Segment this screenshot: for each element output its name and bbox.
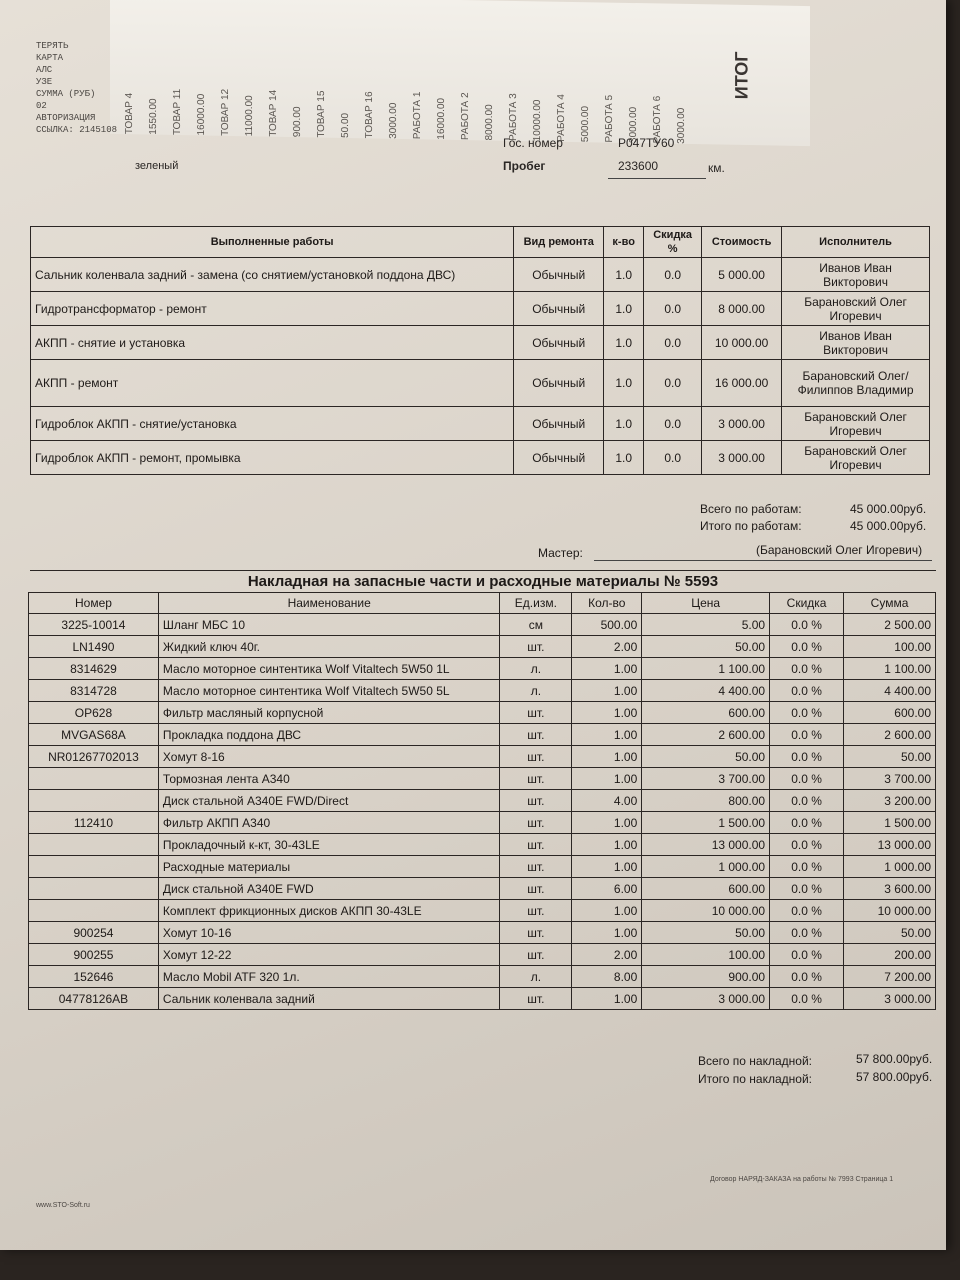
table-row [31,360,930,407]
part-discount: 0.0 % [770,658,844,680]
part-discount: 0.0 % [770,966,844,988]
work-type: Обычный [514,326,604,360]
part-qty: 2.00 [572,636,642,658]
part-discount: 0.0 % [770,768,844,790]
receipt-stub [36,40,126,136]
part-qty: 1.00 [572,988,642,1010]
part-name: Шланг МБС 10 [158,614,499,636]
part-unit: шт. [500,790,572,812]
part-sum: 50.00 [844,746,936,768]
part-sum: 3 000.00 [844,988,936,1010]
part-sum: 4 400.00 [844,680,936,702]
stub-line: УЗЕ [36,77,53,87]
work-name: Гидроблок АКПП - ремонт, промывка [31,441,514,475]
part-discount: 0.0 % [770,834,844,856]
work-cost: 3 000.00 [702,441,782,475]
part-qty: 6.00 [572,878,642,900]
part-sum: 10 000.00 [844,900,936,922]
table-row [31,326,930,360]
part-qty: 1.00 [572,746,642,768]
part-sum: 1 100.00 [844,658,936,680]
part-sum: 3 600.00 [844,878,936,900]
parts-col-header: Цена [642,593,770,614]
receipt-line: 3000.00 [676,107,687,144]
part-name: Тормозная лента А340 [158,768,499,790]
plate-label: Гос. номер [503,136,563,150]
part-price: 3 000.00 [642,988,770,1010]
work-type: Обычный [514,441,604,475]
part-name: Масло моторное синтентика Wolf Vitaltech 5W50 1L [158,658,499,680]
part-number: 152646 [29,966,159,988]
part-unit: шт. [500,988,572,1010]
work-discount: 0.0 [644,441,702,475]
table-row [29,988,936,1010]
mileage-value: 233600 [618,159,659,173]
invoice-total-label: Всего по накладной: [698,1054,813,1068]
receipt-line: ТОВАР 12 [220,88,231,137]
part-unit: шт. [500,812,572,834]
work-qty: 1.0 [604,326,644,360]
part-unit: шт. [500,746,572,768]
part-price: 5.00 [642,614,770,636]
table-row [31,407,930,441]
table-row [29,834,936,856]
work-qty: 1.0 [604,258,644,292]
part-unit: шт. [500,702,572,724]
part-unit: шт. [500,878,572,900]
work-executor: Иванов Иван Викторович [782,258,930,292]
part-qty: 1.00 [572,768,642,790]
part-number: 8314728 [29,680,159,702]
part-price: 800.00 [642,790,770,812]
table-row [29,702,936,724]
stub-line: КАРТА [36,53,64,63]
receipt-line: ТОВАР 11 [172,88,183,136]
table-row [29,856,936,878]
work-name: Гидроблок АКПП - снятие/установка [31,407,514,441]
part-sum: 13 000.00 [844,834,936,856]
part-price: 50.00 [642,636,770,658]
table-row [29,966,936,988]
part-unit: шт. [500,856,572,878]
part-price: 900.00 [642,966,770,988]
part-name: Хомут 10-16 [158,922,499,944]
receipt-line: 8000.00 [484,104,495,141]
part-number [29,834,159,856]
table-row [29,944,936,966]
part-discount: 0.0 % [770,812,844,834]
stub-line: ТЕРЯТЬ [36,41,69,51]
part-discount: 0.0 % [770,878,844,900]
receipt-line: РАБОТА 6 [652,95,663,144]
work-cost: 8 000.00 [702,292,782,326]
table-row [29,636,936,658]
invoice-grand-label: Итого по накладной: [698,1072,812,1086]
receipt-line: 3000.00 [628,106,639,144]
part-discount: 0.0 % [770,988,844,1010]
part-discount: 0.0 % [770,900,844,922]
receipt-line: 10000.00 [532,99,543,142]
table-row [29,724,936,746]
mileage-label: Пробег [503,159,546,173]
part-number [29,900,159,922]
work-discount: 0.0 [644,407,702,441]
part-number: OP628 [29,702,159,724]
master-value: (Барановский Олег Игоревич) [756,543,923,557]
part-qty: 1.00 [572,680,642,702]
part-price: 1 100.00 [642,658,770,680]
part-number [29,856,159,878]
parts-col-header: Кол-во [572,593,642,614]
part-qty: 4.00 [572,790,642,812]
work-qty: 1.0 [604,292,644,326]
table-row [29,900,936,922]
part-sum: 2 600.00 [844,724,936,746]
part-price: 50.00 [642,922,770,944]
works-table [30,226,930,475]
part-discount: 0.0 % [770,746,844,768]
receipt-line: 1550.00 [148,98,159,135]
works-grand-value: 45 000.00руб. [850,519,927,533]
part-sum: 7 200.00 [844,966,936,988]
part-sum: 100.00 [844,636,936,658]
part-name: Диск стальной А340E FWD/Direct [158,790,499,812]
part-name: Сальник коленвала задний [158,988,499,1010]
work-type: Обычный [514,292,604,326]
parts-table [28,592,936,1010]
plate-value: Р047ТУ60 [618,136,675,150]
works-grand-label: Итого по работам: [700,519,802,533]
part-number [29,768,159,790]
part-number: MVGAS68A [29,724,159,746]
part-qty: 1.00 [572,922,642,944]
table-row [29,680,936,702]
work-executor: Барановский Олег Игоревич [782,441,930,475]
work-cost: 3 000.00 [702,407,782,441]
table-row [29,812,936,834]
works-col-header: Скидка % [644,227,702,258]
part-number [29,790,159,812]
work-cost: 10 000.00 [702,326,782,360]
part-price: 10 000.00 [642,900,770,922]
part-qty: 1.00 [572,658,642,680]
part-name: Прокладка поддона ДВС [158,724,499,746]
work-type: Обычный [514,258,604,292]
work-executor: Иванов Иван Викторович [782,326,930,360]
part-discount: 0.0 % [770,636,844,658]
receipt-line: РАБОТА 2 [460,92,471,141]
stub-line: 02 [36,101,47,111]
part-number: LN1490 [29,636,159,658]
table-row [31,441,930,475]
part-sum: 50.00 [844,922,936,944]
part-unit: шт. [500,944,572,966]
table-row [29,768,936,790]
part-name: Расходные материалы [158,856,499,878]
part-price: 1 000.00 [642,856,770,878]
part-discount: 0.0 % [770,790,844,812]
part-discount: 0.0 % [770,614,844,636]
part-unit: шт. [500,900,572,922]
mileage-unit: км. [708,161,725,175]
part-unit: шт. [500,768,572,790]
works-total-label: Всего по работам: [700,502,802,516]
receipt-line: РАБОТА 5 [604,94,615,143]
part-qty: 1.00 [572,900,642,922]
works-col-header: Выполненные работы [31,227,514,258]
part-price: 13 000.00 [642,834,770,856]
receipt-line: ТОВАР 14 [268,89,279,137]
part-qty: 1.00 [572,812,642,834]
part-sum: 1 500.00 [844,812,936,834]
invoice-grand-value: 57 800.00руб. [856,1070,933,1084]
receipt-line: 5000.00 [580,105,591,143]
color-value: зеленый [135,160,179,172]
receipt-line: 16000.00 [196,93,207,136]
part-discount: 0.0 % [770,702,844,724]
works-total-value: 45 000.00руб. [850,502,927,516]
part-number: NR01267702013 [29,746,159,768]
part-unit: шт. [500,834,572,856]
work-name: АКПП - снятие и установка [31,326,514,360]
part-unit: шт. [500,636,572,658]
works-col-header: Стоимость [702,227,782,258]
part-qty: 1.00 [572,834,642,856]
part-number: 8314629 [29,658,159,680]
receipt-line: ТОВАР 16 [364,91,375,139]
footer-doc: Договор НАРЯД-ЗАКАЗА на работы № 7993 Страница 1 [710,1176,894,1183]
part-qty: 2.00 [572,944,642,966]
works-col-header: Исполнитель [782,227,930,258]
part-unit: шт. [500,922,572,944]
work-executor: Барановский Олег Игоревич [782,292,930,326]
work-name: Гидротрансформатор - ремонт [31,292,514,326]
part-discount: 0.0 % [770,922,844,944]
work-name: Сальник коленвала задний - замена (со снятием/установкой поддона ДВС) [31,258,514,292]
part-discount: 0.0 % [770,944,844,966]
work-discount: 0.0 [644,258,702,292]
stub-line: АВТОРИЗАЦИЯ [36,113,96,123]
work-executor: Барановский Олег/Филиппов Владимир [782,360,930,407]
part-sum: 3 700.00 [844,768,936,790]
receipt-line: 50.00 [340,112,351,139]
work-discount: 0.0 [644,326,702,360]
part-sum: 600.00 [844,702,936,724]
stub-line: АЛС [36,65,53,75]
part-qty: 1.00 [572,856,642,878]
part-name: Фильтр АКПП А340 [158,812,499,834]
part-name: Хомут 12-22 [158,944,499,966]
work-type: Обычный [514,360,604,407]
part-qty: 1.00 [572,724,642,746]
part-unit: л. [500,658,572,680]
part-price: 3 700.00 [642,768,770,790]
table-row [31,258,930,292]
work-type: Обычный [514,407,604,441]
part-name: Диск стальной А340E FWD [158,878,499,900]
part-price: 2 600.00 [642,724,770,746]
part-number [29,878,159,900]
part-qty: 1.00 [572,702,642,724]
part-name: Прокладочный к-кт, 30-43LE [158,834,499,856]
stub-line: ССЫЛКА: 2145108 [36,125,118,135]
part-price: 600.00 [642,878,770,900]
part-name: Комплект фрикционных дисков АКПП 30-43LE [158,900,499,922]
work-qty: 1.0 [604,360,644,407]
work-discount: 0.0 [644,360,702,407]
parts-col-header: Наименование [158,593,499,614]
parts-col-header: Номер [29,593,159,614]
parts-col-header: Скидка [770,593,844,614]
receipt-line: РАБОТА 1 [412,91,423,140]
footer-site: www.STO-Soft.ru [36,1202,90,1209]
work-executor: Барановский Олег Игоревич [782,407,930,441]
receipt-fragment [110,0,810,146]
part-sum: 1 000.00 [844,856,936,878]
receipt-line: 900.00 [292,106,303,138]
table-row [29,658,936,680]
table-row [29,878,936,900]
master-label: Мастер: [538,546,583,560]
work-cost: 5 000.00 [702,258,782,292]
work-cost: 16 000.00 [702,360,782,407]
receipt-line: ТОВАР 15 [316,90,327,138]
part-sum: 200.00 [844,944,936,966]
receipt-line: 3000.00 [388,102,399,139]
parts-col-header: Сумма [844,593,936,614]
part-price: 1 500.00 [642,812,770,834]
part-sum: 2 500.00 [844,614,936,636]
part-discount: 0.0 % [770,724,844,746]
receipt-total-label: ИТОГ [731,51,752,100]
receipt-line: 11000.00 [244,95,255,137]
part-name: Хомут 8-16 [158,746,499,768]
table-row [29,746,936,768]
receipt-line: 16000.00 [436,97,447,140]
part-number: 04778126AB [29,988,159,1010]
part-name: Жидкий ключ 40г. [158,636,499,658]
table-row [29,614,936,636]
part-name: Фильтр масляный корпусной [158,702,499,724]
work-qty: 1.0 [604,441,644,475]
part-price: 600.00 [642,702,770,724]
receipt-line: ТОВАР 4 [124,92,135,135]
part-price: 100.00 [642,944,770,966]
table-row [29,790,936,812]
part-price: 50.00 [642,746,770,768]
part-qty: 500.00 [572,614,642,636]
table-row [29,922,936,944]
part-number: 900255 [29,944,159,966]
receipt-line: РАБОТА 3 [508,93,519,142]
work-qty: 1.0 [604,407,644,441]
part-discount: 0.0 % [770,680,844,702]
part-number: 900254 [29,922,159,944]
part-qty: 8.00 [572,966,642,988]
part-unit: л. [500,680,572,702]
stub-line: СУММА (РУБ) [36,89,96,99]
part-price: 4 400.00 [642,680,770,702]
part-sum: 3 200.00 [844,790,936,812]
part-unit: л. [500,966,572,988]
works-col-header: Вид ремонта [514,227,604,258]
part-discount: 0.0 % [770,856,844,878]
part-name: Масло Mobil ATF 320 1л. [158,966,499,988]
work-discount: 0.0 [644,292,702,326]
part-name: Масло моторное синтентика Wolf Vitaltech 5W50 5L [158,680,499,702]
part-unit: шт. [500,724,572,746]
work-name: АКПП - ремонт [31,360,514,407]
invoice-title: Накладная на запасные части и расходные материалы № 5593 [30,570,936,590]
part-number: 112410 [29,812,159,834]
works-col-header: к-во [604,227,644,258]
part-unit: см [500,614,572,636]
receipt-line: РАБОТА 4 [556,93,567,142]
invoice-total-value: 57 800.00руб. [856,1052,933,1066]
part-number: 3225-10014 [29,614,159,636]
table-row [31,292,930,326]
parts-col-header: Ед.изм. [500,593,572,614]
